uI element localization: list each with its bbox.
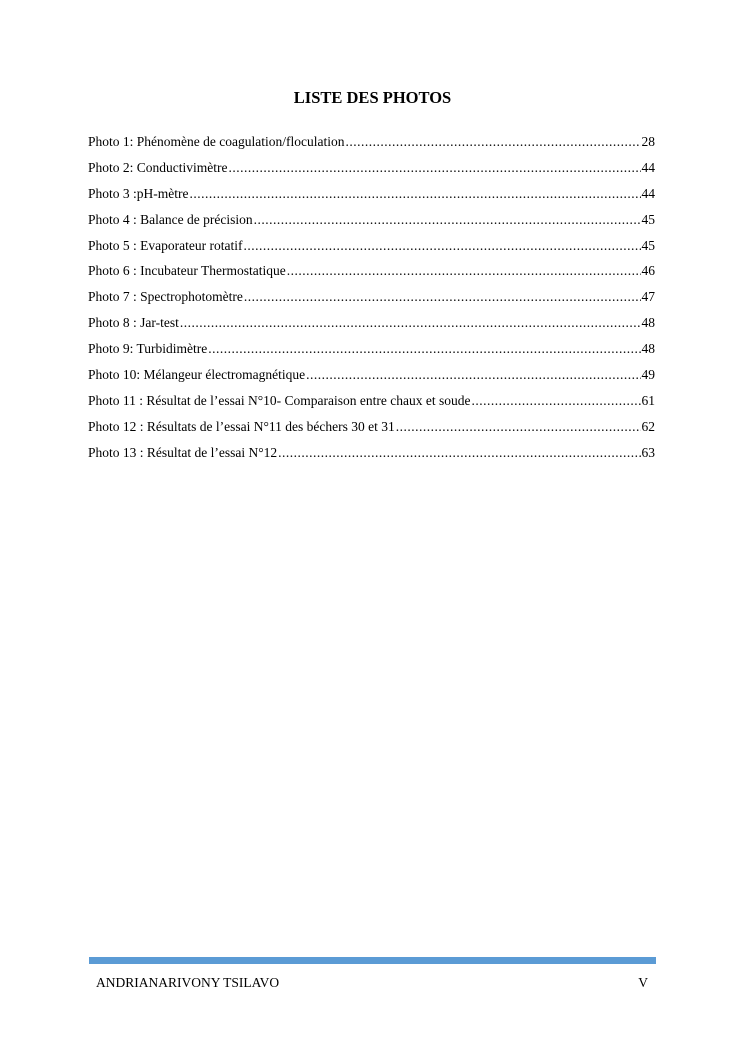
page-title: LISTE DES PHOTOS [293, 88, 452, 107]
entry-label: Photo 10: Mélangeur électromagnétique [88, 367, 306, 383]
entry-page-number: 45 [641, 237, 655, 253]
dot-leader [345, 132, 640, 152]
entry-page-number: 45 [641, 211, 655, 227]
entry-label: Photo 9: Turbidimètre [88, 341, 208, 357]
dot-leader [190, 184, 641, 204]
dot-leader [180, 313, 641, 333]
entry-page-number: 28 [641, 134, 655, 149]
dot-leader [396, 417, 641, 437]
dot-leader [471, 391, 640, 411]
dot-leader [208, 339, 640, 359]
footer-divider [89, 957, 656, 964]
entry-label: Photo 1: Phénomène de coagulation/floculation [88, 134, 345, 149]
entry-label: Photo 11 : Résultat de l’essai N°10- Comparaison entre chaux et soude [88, 392, 471, 408]
entry-label: Photo 6 : Incubateur Thermostatique [88, 263, 286, 279]
dot-leader [306, 365, 640, 385]
entry-label: Photo 4 : Balance de précision [88, 211, 253, 227]
list-item[interactable] [88, 184, 655, 210]
list-item[interactable] [88, 132, 655, 158]
dot-leader [229, 158, 641, 178]
entry-page-number: 48 [641, 315, 655, 331]
entry-page-number: 63 [641, 444, 655, 460]
list-item[interactable] [88, 417, 655, 443]
dot-leader [278, 443, 640, 463]
entry-label: Photo 7 : Spectrophotomètre [88, 289, 243, 305]
entry-page-number: 61 [641, 392, 655, 408]
entry-page-number: 44 [641, 185, 655, 201]
entry-label: Photo 8 : Jar-test [88, 315, 179, 331]
entry-label: Photo 5 : Evaporateur rotatif [88, 237, 243, 253]
entry-page-number: 62 [641, 418, 655, 434]
entry-label: Photo 2: Conductivimètre [88, 159, 228, 175]
list-item[interactable] [88, 339, 655, 365]
list-item[interactable] [88, 210, 655, 236]
list-item[interactable] [88, 158, 655, 184]
dot-leader [243, 236, 640, 256]
entry-page-number: 46 [641, 263, 655, 279]
list-item[interactable] [88, 313, 655, 339]
list-item[interactable] [88, 287, 655, 313]
entry-label: Photo 12 : Résultats de l’essai N°11 des béchers 30 et 31 [88, 418, 395, 434]
entry-page-number: 48 [641, 341, 655, 357]
list-item[interactable] [88, 443, 655, 469]
entry-label: Photo 13 : Résultat de l’essai N°12 [88, 444, 278, 460]
entry-page-number: 47 [641, 289, 655, 305]
entry-page-number: 49 [641, 367, 655, 383]
photo-list [88, 132, 655, 469]
dot-leader [254, 210, 641, 230]
list-item[interactable] [88, 261, 655, 287]
list-item[interactable] [88, 391, 655, 417]
dot-leader [287, 261, 641, 281]
list-item[interactable] [88, 236, 655, 262]
footer-author: ANDRIANARIVONY TSILAVO [96, 975, 280, 990]
entry-page-number: 44 [641, 159, 655, 175]
dot-leader [244, 287, 641, 307]
entry-label: Photo 3 :pH-mètre [88, 185, 189, 201]
footer-page-number: V [638, 975, 648, 990]
list-item[interactable] [88, 365, 655, 391]
